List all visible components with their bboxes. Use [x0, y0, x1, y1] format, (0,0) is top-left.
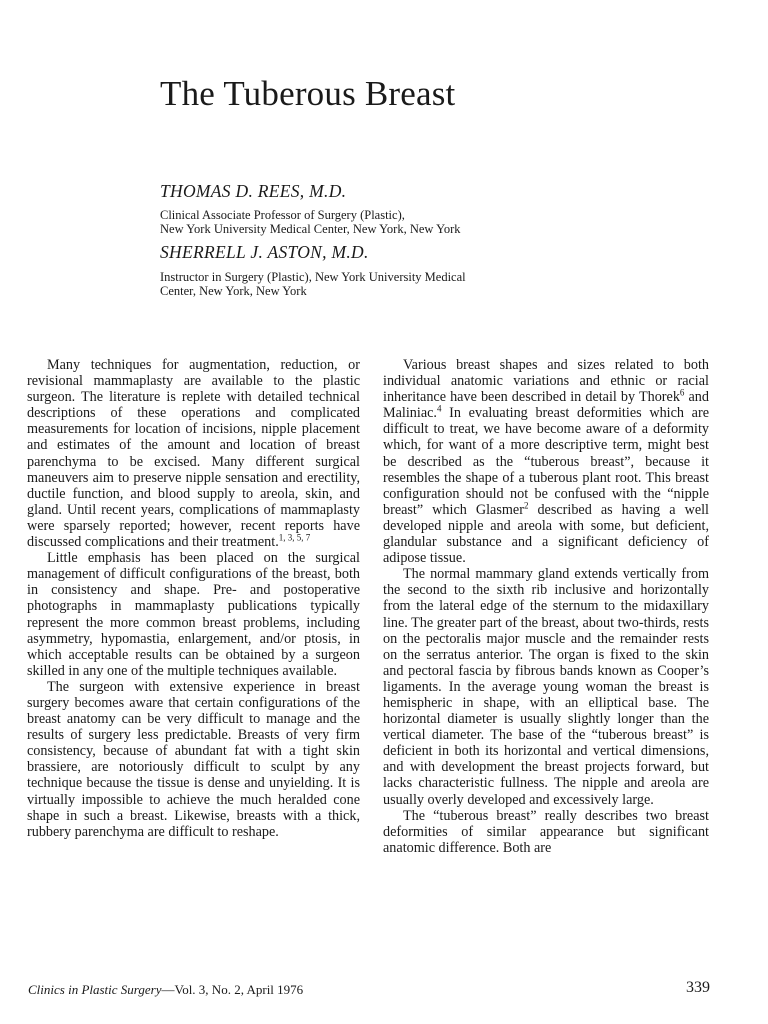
paragraph-text: Many techniques for augmentation, reduction, or revisional mammaplasty are available to the plastic surgeon. The literature is replete with detailed technical descriptions of these operations and complicated measurements for location of incisions, nipple placement and estimates of the amount and location of breast parenchyma to be excised. Many different surgical maneuvers aim to preserve nipple sensation and erectility, ductile function, and blood supply to areola, skin, and gland. Until recent years, complications of mammaplasty were sparsely reported; however, recent reports have discussed complications and their treatment.: [27, 357, 360, 551]
page-footer: [28, 979, 710, 998]
paragraph: [27, 357, 360, 550]
author-name-2: SHERRELL J. ASTON, M.D.: [160, 242, 369, 262]
reference-superscript: 1, 3, 5, 7: [278, 532, 311, 543]
paragraph-text: In evaluating breast deformities which are difficult to treat, we have become aware of a deformity which, for want of a more descriptive term, might best be described as the “tuberous breast”, because it resembles the shape of a tuberous plant root. This breast configuration should not be confused with the “nipple breast” which Glasmer: [383, 405, 709, 518]
paragraph: [383, 357, 709, 566]
body-column-right: [383, 357, 709, 856]
affiliation-line: Clinical Associate Professor of Surgery (Plastic),: [160, 208, 405, 222]
affiliation-line: Center, New York, New York: [160, 284, 307, 298]
paragraph-text: and Maliniac.: [383, 389, 709, 422]
author-affiliation-2: [160, 270, 466, 298]
paragraph: Little emphasis has been placed on the surgical management of difficult configurations of the breast, both in consistency and shape. Pre- and postoperative photographs in mammaplasty publications typically represent the more common breast problems, including asymmetry, hypomastia, enlargement, and/or ptosis, in which acceptable results can be obtained by a surgeon skilled in any one of the multiple techniques available.: [27, 550, 360, 679]
reference-superscript: 4: [436, 403, 442, 414]
reference-superscript: 6: [679, 387, 685, 398]
paragraph: The normal mammary gland extends vertically from the second to the sixth rib inclusive and horizontally from the lateral edge of the sternum to the midaxillary line. The greater part of the breast, about two-thirds, rests on the pectoralis major muscle and the remainder rests on the serratus anterior. The organ is fixed to the skin and pectoral fascia by fibrous bands known as Cooper’s ligaments. In the average young woman the breast is hemispheric in shape, with an elliptical base. The horizontal diameter is usually slightly longer than the vertical diameter. The base of the “tuberous breast” is deficient in both its horizontal and vertical dimensions, and with development the breast projects forward, but lacks characteristic fullness. The nipple and areola are usually overly developed and excessively large.: [383, 566, 709, 808]
paragraph: The surgeon with extensive experience in breast surgery becomes aware that certain configurations of the breast anatomy can be very difficult to manage and the results of surgery less predictable. Breasts of very firm consistency, because of abundant fat with a tight skin brassiere, are notoriously difficult to sculpt by any technique because the tissue is dense and unyielding. It is virtually impossible to achieve the much heralded cone shape in such a breast. Likewise, breasts with a thick, rubbery parenchyma are difficult to reshape.: [27, 678, 360, 840]
author-name-1: THOMAS D. REES, M.D.: [160, 181, 347, 201]
affiliation-line: Instructor in Surgery (Plastic), New York University Medical: [160, 270, 466, 284]
paragraph-text: described as having a well developed nipple and areola with some, but deficient, glandular substance and a significant deficiency of adipose tissue.: [383, 501, 709, 567]
journal-citation: —Vol. 3, No. 2, April 1976: [161, 982, 304, 997]
reference-superscript: 2: [523, 500, 529, 511]
affiliation-line: New York University Medical Center, New York, New York: [160, 222, 461, 236]
journal-name: Clinics in Plastic Surgery: [28, 982, 162, 997]
paragraph-text: Various breast shapes and sizes related to both individual anatomic variations and ethnic or racial inheritance have been described in detail by Thorek: [383, 357, 709, 406]
body-column-left: [27, 357, 360, 840]
page-number: 339: [686, 979, 710, 996]
author-affiliation-1: [160, 208, 461, 236]
article-title: The Tuberous Breast: [160, 74, 456, 113]
paragraph: The “tuberous breast” really describes two breast deformities of similar appearance but significant anatomic difference. Both are: [383, 807, 709, 856]
